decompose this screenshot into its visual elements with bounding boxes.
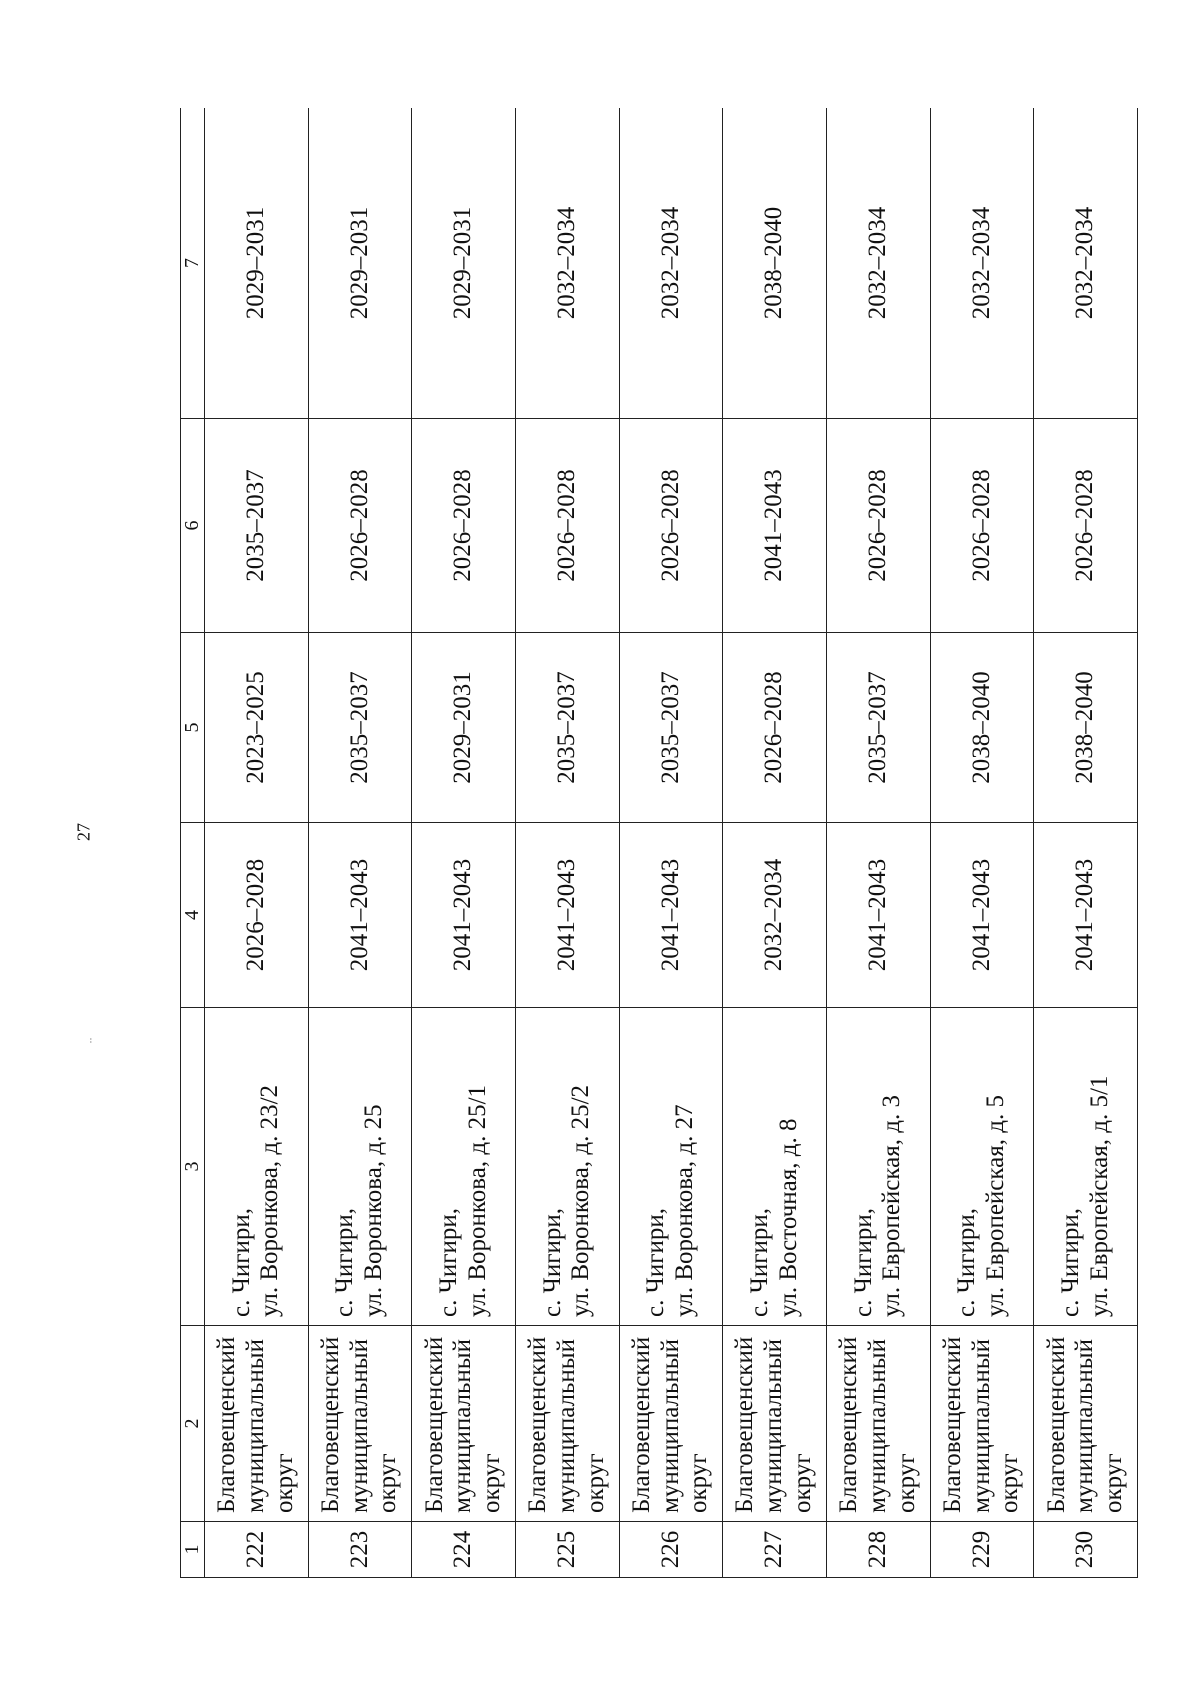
row-number: 224 — [412, 1522, 516, 1578]
period-col-7: 2029–2031 — [308, 108, 412, 419]
district-line: Благовещенский — [420, 1336, 448, 1513]
address-line: ул. Восточная, д. 8 — [774, 1118, 802, 1317]
district-line: Благовещенский — [835, 1336, 863, 1513]
table-row — [619, 108, 723, 1578]
district-line: округ — [892, 1453, 920, 1513]
period-col-5: 2038–2040 — [930, 633, 1034, 823]
district-cell — [308, 1326, 412, 1522]
district-line: муниципальный — [449, 1339, 477, 1513]
period-col-5: 2035–2037 — [826, 633, 930, 823]
address-line: с. Чигири, — [642, 1208, 670, 1317]
col-header-4: 4 — [181, 823, 205, 1008]
col-header-5: 5 — [181, 633, 205, 823]
period-col-7: 2032–2034 — [1034, 108, 1138, 419]
period-col-4: 2041–2043 — [619, 823, 723, 1008]
col-header-3: 3 — [181, 1008, 205, 1326]
district-line: Благовещенский — [731, 1336, 759, 1513]
district-line: муниципальный — [656, 1339, 684, 1513]
district-line: Благовещенский — [938, 1336, 966, 1513]
period-col-5: 2026–2028 — [723, 633, 827, 823]
address-line: с. Чигири, — [745, 1208, 773, 1317]
row-number: 226 — [619, 1522, 723, 1578]
address-line: ул. Воронкова, д. 25 — [359, 1104, 387, 1317]
address-line: ул. Европейская, д. 5 — [981, 1095, 1009, 1317]
address-line: ул. Европейская, д. 5/1 — [1085, 1075, 1113, 1317]
address-cell — [723, 1008, 827, 1326]
district-line: Благовещенский — [524, 1336, 552, 1513]
address-cell — [308, 1008, 412, 1326]
address-cell — [619, 1008, 723, 1326]
row-number: 230 — [1034, 1522, 1138, 1578]
period-col-5: 2023–2025 — [205, 633, 309, 823]
district-line: округ — [685, 1453, 713, 1513]
address-line: с. Чигири, — [434, 1208, 462, 1317]
period-col-4: 2041–2043 — [412, 823, 516, 1008]
table-row — [515, 108, 619, 1578]
period-col-5: 2029–2031 — [412, 633, 516, 823]
period-col-7: 2029–2031 — [205, 108, 309, 419]
period-col-7: 2032–2034 — [826, 108, 930, 419]
address-line: с. Чигири, — [1056, 1208, 1084, 1317]
period-col-7: 2038–2040 — [723, 108, 827, 419]
district-line: муниципальный — [967, 1339, 995, 1513]
period-col-5: 2035–2037 — [308, 633, 412, 823]
district-line: Благовещенский — [213, 1336, 241, 1513]
period-col-7: 2032–2034 — [515, 108, 619, 419]
address-cell — [205, 1008, 309, 1326]
district-line: Благовещенский — [1042, 1336, 1070, 1513]
district-cell — [515, 1326, 619, 1522]
district-line: округ — [788, 1453, 816, 1513]
district-line: муниципальный — [760, 1339, 788, 1513]
district-cell — [723, 1326, 827, 1522]
address-line: ул. Европейская, д. 3 — [878, 1095, 906, 1317]
period-col-4: 2026–2028 — [205, 823, 309, 1008]
stray-mark: .. — [80, 1037, 95, 1044]
district-cell — [1034, 1326, 1138, 1522]
period-col-6: 2026–2028 — [515, 419, 619, 633]
district-line: округ — [996, 1453, 1024, 1513]
district-line: округ — [581, 1453, 609, 1513]
period-col-4: 2041–2043 — [1034, 823, 1138, 1008]
col-header-1: 1 — [181, 1522, 205, 1578]
row-number: 228 — [826, 1522, 930, 1578]
district-cell — [619, 1326, 723, 1522]
district-cell — [205, 1326, 309, 1522]
table-body — [205, 108, 1138, 1578]
period-col-4: 2041–2043 — [930, 823, 1034, 1008]
address-cell — [930, 1008, 1034, 1326]
address-cell — [515, 1008, 619, 1326]
district-cell — [930, 1326, 1034, 1522]
district-line: Благовещенский — [316, 1336, 344, 1513]
district-line: округ — [270, 1453, 298, 1513]
address-cell — [412, 1008, 516, 1326]
period-col-6: 2026–2028 — [930, 419, 1034, 633]
address-line: с. Чигири, — [331, 1208, 359, 1317]
period-col-6: 2035–2037 — [205, 419, 309, 633]
district-line: Благовещенский — [627, 1336, 655, 1513]
period-col-5: 2035–2037 — [515, 633, 619, 823]
table-frame — [180, 108, 1138, 1578]
row-number: 229 — [930, 1522, 1034, 1578]
period-col-5: 2038–2040 — [1034, 633, 1138, 823]
period-col-6: 2026–2028 — [308, 419, 412, 633]
col-header-6: 6 — [181, 419, 205, 633]
period-col-6: 2026–2028 — [412, 419, 516, 633]
period-col-7: 2032–2034 — [619, 108, 723, 419]
period-col-7: 2032–2034 — [930, 108, 1034, 419]
period-col-6: 2041–2043 — [723, 419, 827, 633]
address-line: ул. Воронкова, д. 25/2 — [567, 1084, 595, 1317]
col-header-2: 2 — [181, 1326, 205, 1522]
page-number: 27 — [73, 823, 94, 841]
address-cell — [826, 1008, 930, 1326]
table-row — [723, 108, 827, 1578]
address-line: с. Чигири, — [953, 1208, 981, 1317]
col-header-7: 7 — [181, 108, 205, 419]
period-col-4: 2041–2043 — [826, 823, 930, 1008]
row-number: 222 — [205, 1522, 309, 1578]
table-row — [205, 108, 309, 1578]
table-row — [930, 108, 1034, 1578]
period-col-4: 2041–2043 — [515, 823, 619, 1008]
address-cell — [1034, 1008, 1138, 1326]
district-line: муниципальный — [241, 1339, 269, 1513]
period-col-6: 2026–2028 — [619, 419, 723, 633]
period-col-6: 2026–2028 — [1034, 419, 1138, 633]
address-line: с. Чигири, — [849, 1208, 877, 1317]
table-row — [826, 108, 930, 1578]
table-row — [412, 108, 516, 1578]
district-line: округ — [1100, 1453, 1127, 1513]
period-col-5: 2035–2037 — [619, 633, 723, 823]
row-number: 225 — [515, 1522, 619, 1578]
district-cell — [826, 1326, 930, 1522]
district-line: округ — [478, 1453, 506, 1513]
district-line: муниципальный — [1071, 1339, 1099, 1513]
address-line: ул. Воронкова, д. 23/2 — [256, 1084, 284, 1317]
period-col-7: 2029–2031 — [412, 108, 516, 419]
table-row — [1034, 108, 1138, 1578]
district-line: округ — [374, 1453, 402, 1513]
row-number: 223 — [308, 1522, 412, 1578]
district-line: муниципальный — [345, 1339, 373, 1513]
address-line: с. Чигири, — [538, 1208, 566, 1317]
period-col-6: 2026–2028 — [826, 419, 930, 633]
district-line: муниципальный — [552, 1339, 580, 1513]
row-number: 227 — [723, 1522, 827, 1578]
address-line: ул. Воронкова, д. 25/1 — [463, 1084, 491, 1317]
period-col-4: 2041–2043 — [308, 823, 412, 1008]
district-line: муниципальный — [863, 1339, 891, 1513]
address-line: с. Чигири, — [227, 1208, 255, 1317]
schedule-table — [180, 108, 1138, 1578]
district-cell — [412, 1326, 516, 1522]
table-header — [181, 108, 205, 1578]
table-row — [308, 108, 412, 1578]
address-line: ул. Воронкова, д. 27 — [670, 1104, 698, 1317]
period-col-4: 2032–2034 — [723, 823, 827, 1008]
